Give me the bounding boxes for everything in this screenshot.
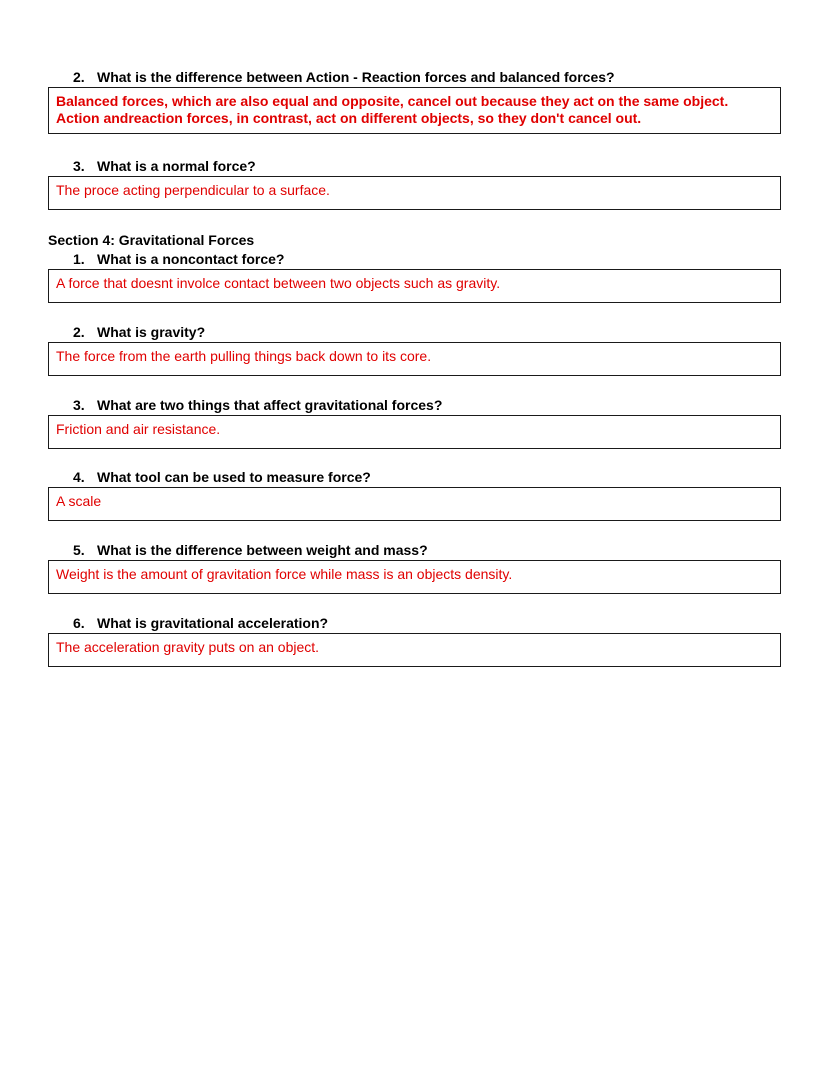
answer-text: Weight is the amount of gravitation force while mass is an objects density.: [56, 566, 513, 582]
question-row: [48, 468, 781, 486]
question-text: What is a noncontact force?: [97, 251, 285, 267]
question-block-s4-q1: [48, 250, 781, 303]
question-block-s4-q2: [48, 323, 781, 376]
answer-text: The acceleration gravity puts on an object.: [56, 639, 320, 655]
answer-text: Friction and air resistance.: [56, 421, 221, 437]
question-block-s3-q2: [48, 68, 781, 134]
question-row: [48, 68, 781, 86]
answer-box[interactable]: [48, 176, 781, 210]
question-text: What is the difference between weight and mass?: [97, 542, 428, 558]
answer-box[interactable]: [48, 633, 781, 667]
question-row: [48, 614, 781, 632]
answer-box[interactable]: [48, 269, 781, 303]
question-block-s4-q4: [48, 468, 781, 521]
question-row: [48, 157, 781, 175]
question-number: 3.: [73, 397, 85, 413]
section-title: Section 4: Gravitational Forces: [48, 232, 255, 248]
answer-text: The force from the earth pulling things back down to its core.: [56, 348, 432, 364]
answer-text-line-2: Action andreaction forces, in contrast, act on different objects, so they don't cancel out.: [56, 110, 642, 126]
question-number: 2.: [73, 69, 85, 85]
question-block-s4-q3: [48, 396, 781, 449]
question-block-s4-q6: [48, 614, 781, 667]
answer-text-line-1: Balanced forces, which are also equal and opposite, cancel out because they act on the same object.: [56, 93, 729, 109]
answer-box[interactable]: [48, 415, 781, 449]
answer-box[interactable]: [48, 87, 781, 134]
question-number: 3.: [73, 158, 85, 174]
question-text: What is gravity?: [97, 324, 206, 340]
answer-box[interactable]: [48, 487, 781, 521]
answer-text: The proce acting perpendicular to a surface.: [56, 182, 330, 198]
question-row: [48, 396, 781, 414]
question-text: What is the difference between Action - Reaction forces and balanced forces?: [97, 69, 615, 85]
question-text: What is a normal force?: [97, 158, 256, 174]
answer-box[interactable]: [48, 560, 781, 594]
question-row: [48, 541, 781, 559]
question-text: What is gravitational acceleration?: [97, 615, 329, 631]
question-number: 6.: [73, 615, 85, 631]
question-text: What tool can be used to measure force?: [97, 469, 371, 485]
question-block-s3-q3: [48, 157, 781, 210]
question-block-s4-q5: [48, 541, 781, 594]
answer-text: A scale: [56, 493, 102, 509]
answer-box[interactable]: [48, 342, 781, 376]
question-number: 4.: [73, 469, 85, 485]
answer-text: A force that doesnt involce contact between two objects such as gravity.: [56, 275, 501, 291]
question-number: 5.: [73, 542, 85, 558]
question-text: What are two things that affect gravitational forces?: [97, 397, 443, 413]
question-number: 2.: [73, 324, 85, 340]
question-row: [48, 323, 781, 341]
question-number: 1.: [73, 251, 85, 267]
question-row: [48, 250, 781, 268]
